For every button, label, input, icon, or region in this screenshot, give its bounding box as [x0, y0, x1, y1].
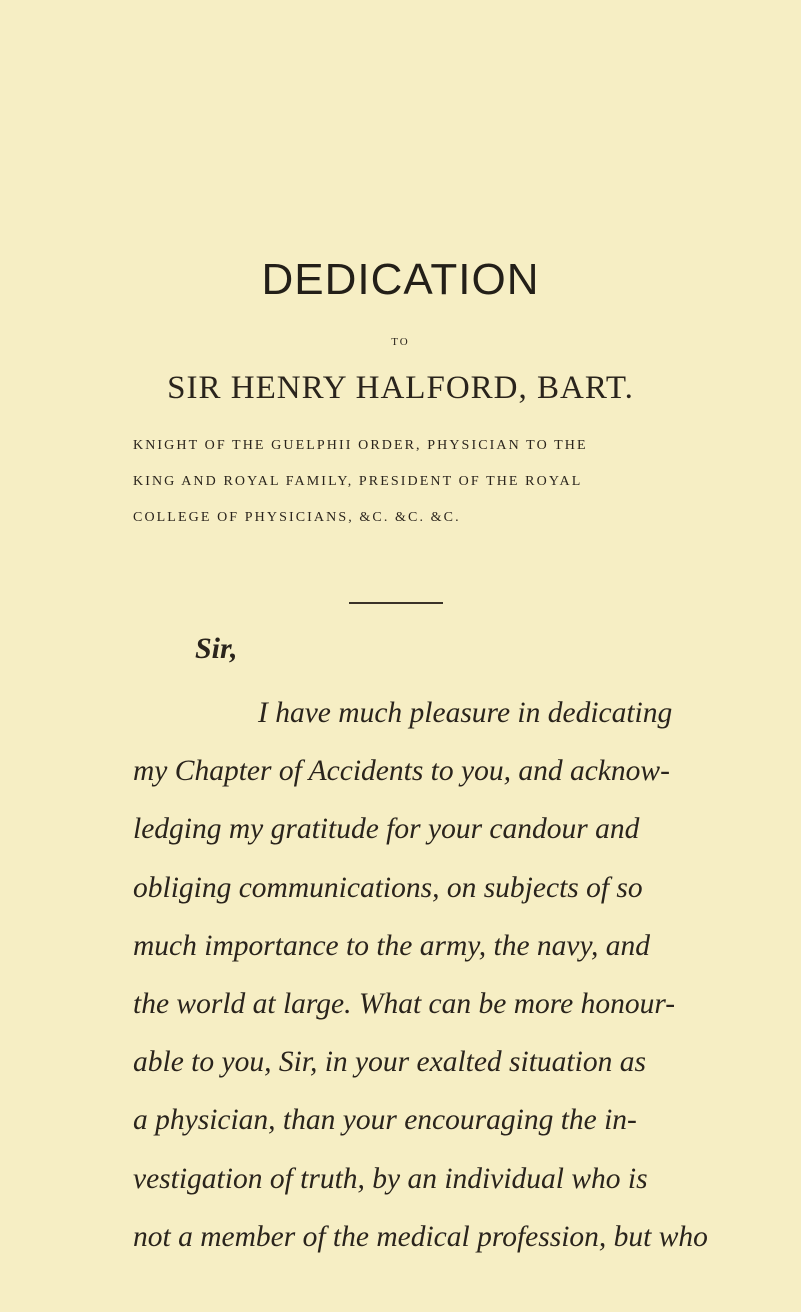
- titles-line: COLLEGE OF PHYSICIANS, &C. &C. &C.: [133, 510, 461, 525]
- recipient-name: SIR HENRY HALFORD, BART.: [167, 370, 634, 406]
- body-line: not a member of the medical profession, but who: [133, 1220, 708, 1253]
- salutation: Sir,: [195, 632, 238, 665]
- titles-line: KNIGHT OF THE GUELPHII ORDER, PHYSICIAN TO THE: [133, 438, 588, 453]
- body-line: much importance to the army, the navy, and: [133, 929, 650, 962]
- body-line: a physician, than your encouraging the in-: [133, 1104, 637, 1137]
- titles-line: KING AND ROYAL FAMILY, PRESIDENT OF THE ROYAL: [133, 474, 583, 489]
- letter-body: [133, 684, 708, 1266]
- recipient-titles: [133, 428, 713, 536]
- body-line: able to you, Sir, in your exalted situation as: [133, 1046, 646, 1079]
- dedication-to: TO: [391, 336, 410, 348]
- body-line: vestigation of truth, by an individual who is: [133, 1162, 648, 1195]
- body-line: I have much pleasure in dedicating: [258, 697, 673, 729]
- body-line: the world at large. What can be more honour-: [133, 988, 676, 1021]
- divider-rule: [349, 602, 443, 604]
- body-line: my Chapter of Accidents to you, and acknow-: [133, 755, 670, 788]
- dedication-heading: DEDICATION: [261, 255, 540, 304]
- body-line: ledging my gratitude for your candour and: [133, 813, 640, 846]
- body-line: obliging communications, on subjects of so: [133, 871, 643, 904]
